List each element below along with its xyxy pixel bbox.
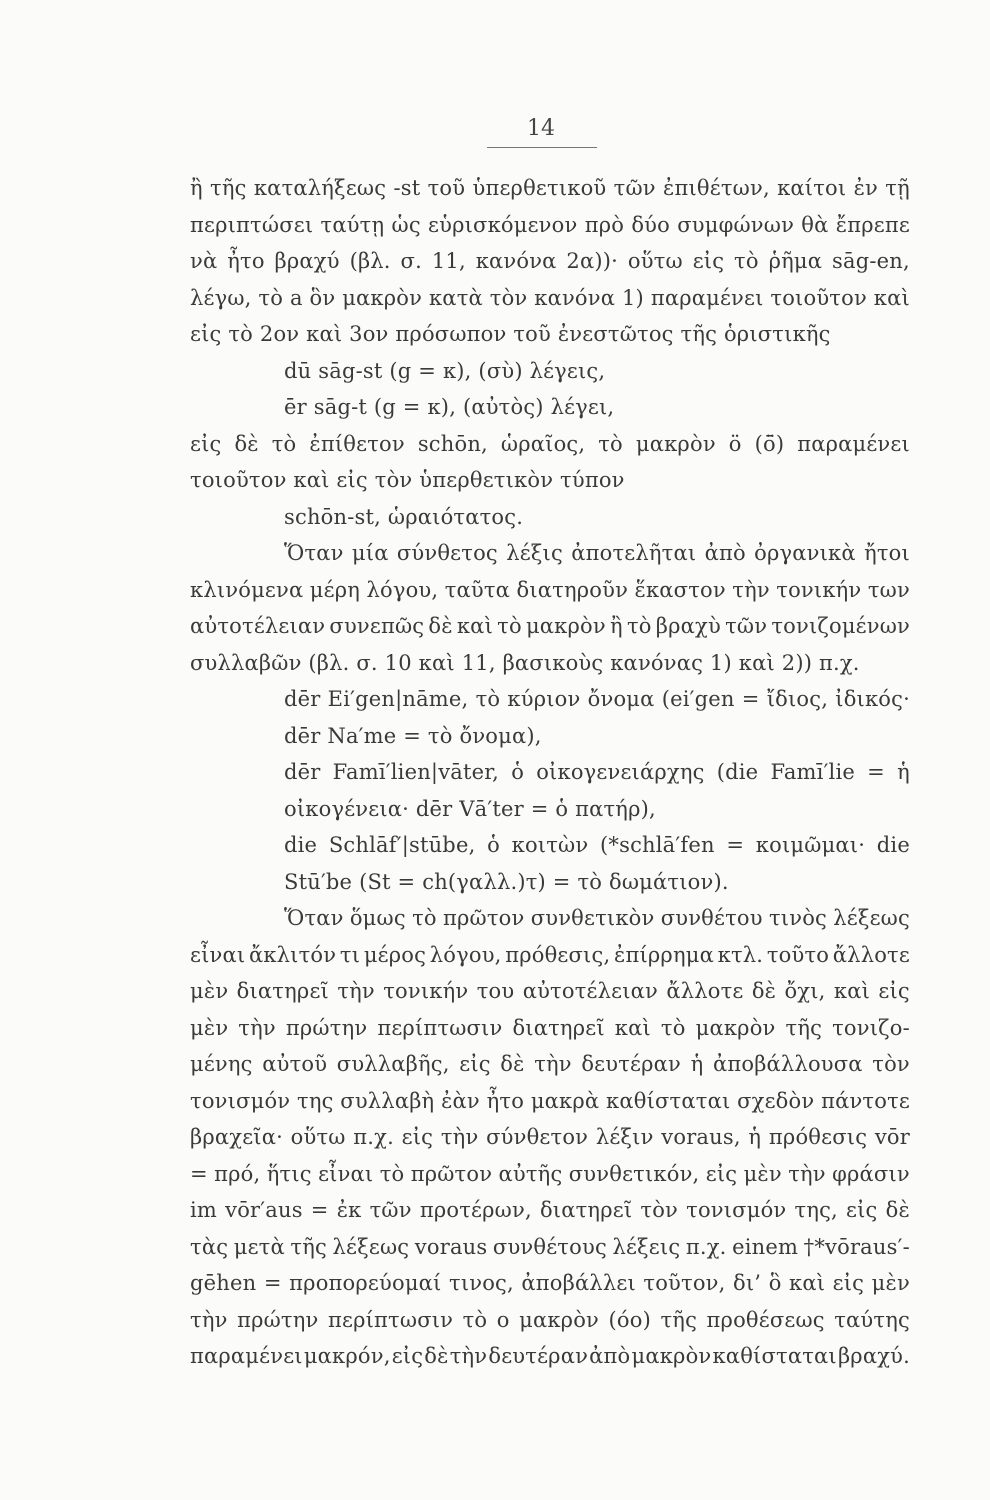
text-line: dēr Na′me = τὸ ὄνομα), <box>284 723 542 748</box>
page-number: 14 <box>527 116 555 141</box>
text-line: παραμένει μακρόν, εἰς δὲ τὴν δευτέραν ἀπὸ μακρὸν καθίσταται βραχύ. <box>190 1344 910 1368</box>
text-line: οἰκογένεια· dēr Vā′ter = ὁ πατήρ), <box>284 796 656 821</box>
text-line: τὴν πρώτην περίπτωσιν τὸ o μακρὸν (όο) τῆς προθέσεως ταύτης <box>190 1307 910 1332</box>
text-line: λέγω, τὸ a ὃν μακρὸν κατὰ τὸν κανόνα 1) παραμένει τοιοῦτον καὶ <box>190 285 910 310</box>
text-line: νὰ ἦτο βραχύ (βλ. σ. 11, κανόνα 2α))· οὕτω εἰς τὸ ῥῆμα sāg-en, <box>190 249 910 273</box>
text-line: = πρό, ἥτις εἶναι τὸ πρῶτον αὐτῆς συνθετικόν, εἰς μὲν τὴν φράσιν <box>190 1161 910 1186</box>
text-line: gēhen = προπορεύομαί τινος, ἀποβάλλει τοῦτον, δι’ ὃ καὶ εἰς μὲν <box>190 1271 910 1295</box>
text-line: ēr sāg-t (g = κ), (αὐτὸς) λέγει, <box>284 395 615 419</box>
text-line: dū sāg-st (g = κ), (σὺ) λέγεις, <box>284 358 606 383</box>
text-line: περιπτώσει ταύτῃ ὡς εὑρισκόμενον πρὸ δύο συμφώνων θὰ ἔπρεπε <box>190 212 910 237</box>
text-line: μένης αὐτοῦ συλλαβῆς, εἰς δὲ τὴν δευτέραν ἡ ἀποβάλλουσα τὸν <box>190 1052 910 1076</box>
text-line: συλλαβῶν (βλ. σ. 10 καὶ 11, βασικοὺς κανόνας 1) καὶ 2)) π.χ. <box>190 650 860 675</box>
text-line: dēr Famī′lien|vāter, ὁ οἰκογενειάρχης (die Famī′lie = ἡ <box>284 760 910 784</box>
page-number-rule <box>487 147 597 148</box>
text-line: ἢ τῆς καταλήξεως -st τοῦ ὑπερθετικοῦ τῶν ἐπιθέτων, καίτοι ἐν τῇ <box>190 176 910 200</box>
text-line: im vōr′aus = ἐκ τῶν προτέρων, διατηρεῖ τὸν τονισμόν της, εἰς δὲ <box>190 1198 910 1222</box>
text-line: μὲν τὴν πρώτην περίπτωσιν διατηρεῖ καὶ τὸ μακρὸν τῆς τονιζο- <box>190 1015 910 1040</box>
text-line: schōn-st, ὡραιότατος. <box>284 504 524 529</box>
text-line: βραχεῖα· οὕτω π.χ. εἰς τὴν σύνθετον λέξιν voraus, ἡ πρόθεσις vōr <box>190 1125 910 1149</box>
text-line: Ὅταν ὅμως τὸ πρῶτον συνθετικὸν συνθέτου τινὸς λέξεως <box>284 906 910 930</box>
text-line: εἶναι ἄκλιτόν τι μέρος λόγου, πρόθεσις, ἐπίρρημα κτλ. τοῦτο ἄλλοτε <box>190 942 910 967</box>
text-line: εἰς τὸ 2ον καὶ 3ον πρόσωπον τοῦ ἐνεστῶτος τῆς ὁριστικῆς <box>190 322 831 346</box>
text-line: τονισμόν της συλλαβὴ ἐὰν ἦτο μακρὰ καθίσταται σχεδὸν πάντοτε <box>190 1088 910 1113</box>
text-line: μὲν διατηρεῖ τὴν τονικήν του αὐτοτέλειαν ἄλλοτε δὲ ὄχι, καὶ εἰς <box>190 979 910 1003</box>
text-line: τὰς μετὰ τῆς λέξεως voraus συνθέτους λέξεις π.χ. einem †*vōraus′- <box>190 1234 910 1259</box>
text-line: Stū′be (St = ch(γαλλ.)τ) = τὸ δωμάτιον). <box>284 869 729 894</box>
text-line: αὐτοτέλειαν συνεπῶς δὲ καὶ τὸ μακρὸν ἢ τὸ βραχὺ τῶν τονιζομένων <box>190 614 910 638</box>
text-line: κλινόμενα μέρη λόγου, ταῦτα διατηροῦν ἕκαστον τὴν τονικήν των <box>190 577 910 602</box>
text-line: εἰς δὲ τὸ ἐπίθετον schōn, ὡραῖος, τὸ μακρὸν ö (ō̈) παραμένει <box>190 431 910 456</box>
text-line: τοιοῦτον καὶ εἰς τὸν ὑπερθετικὸν τύπον <box>190 468 625 492</box>
text-line: die Schlāf′|stūbe, ὁ κοιτὼν (*schlā′fen = κοιμῶμαι· die <box>284 833 910 857</box>
text-line: Ὅταν μία σύνθετος λέξις ἀποτελῆται ἀπὸ ὀργανικὰ ἤτοι <box>284 541 910 565</box>
text-line: dēr Ei′gen|nāme, τὸ κύριον ὄνομα (ei′gen = ἴδιος, ἰδικός· <box>284 687 910 711</box>
